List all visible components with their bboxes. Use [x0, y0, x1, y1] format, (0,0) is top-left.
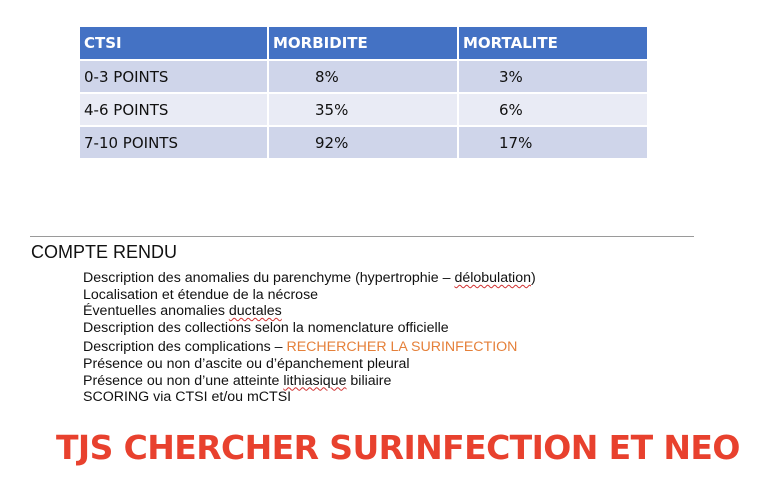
list-item: [83, 270, 536, 287]
cell-morbidite: 8%: [268, 60, 458, 93]
list-item: SCORING via CTSI et/ou mCTSI: [83, 389, 292, 406]
line-text: Description des anomalies du parenchyme (hypertrophie –: [83, 270, 455, 286]
cell-morbidite: 92%: [268, 126, 458, 158]
cell-points: 7-10 POINTS: [80, 126, 268, 158]
alert-banner: TJS CHERCHER SURINFECTION ET NEO: [56, 428, 740, 467]
cell-mortalite: 17%: [458, 126, 647, 158]
section-title: COMPTE RENDU: [31, 242, 178, 262]
line-text: Description des complications –: [83, 339, 287, 356]
table-row: [80, 126, 647, 158]
spellcheck-flagged-word[interactable]: lithiasique: [283, 372, 347, 389]
line-text: Présence ou non d’une atteinte: [83, 372, 284, 389]
section-divider: [30, 236, 694, 237]
table-header-row: [80, 27, 647, 60]
report-list: [83, 270, 536, 406]
spellcheck-flagged-word[interactable]: ductales: [228, 303, 282, 320]
list-item: [83, 339, 536, 356]
header-ctsi: CTSI: [80, 27, 268, 60]
header-mortalite: MORTALITE: [458, 27, 647, 60]
list-item: Présence ou non d’ascite ou d’épanchement pleural: [83, 355, 410, 372]
spellcheck-flagged-word[interactable]: délobulation: [454, 270, 531, 286]
line-text: Éventuelles anomalies: [83, 303, 229, 320]
table-row: [80, 60, 647, 93]
cell-mortalite: 6%: [458, 93, 647, 126]
cell-points: 4-6 POINTS: [80, 93, 268, 126]
highlight-text: RECHERCHER LA SURINFECTION: [286, 339, 518, 356]
line-text: biliaire: [346, 372, 392, 389]
cell-mortalite: 3%: [458, 60, 647, 93]
list-item: Localisation et étendue de la nécrose: [83, 286, 319, 303]
list-item: Description des collections selon la nomenclature officielle: [83, 319, 449, 336]
ctsi-table: [80, 27, 647, 158]
line-text: ): [530, 270, 536, 286]
header-morbidite: MORBIDITE: [268, 27, 458, 60]
cell-morbidite: 35%: [268, 93, 458, 126]
list-item: [83, 373, 536, 390]
table-row: [80, 93, 647, 126]
list-item: [83, 303, 536, 320]
cell-points: 0-3 POINTS: [80, 60, 268, 93]
